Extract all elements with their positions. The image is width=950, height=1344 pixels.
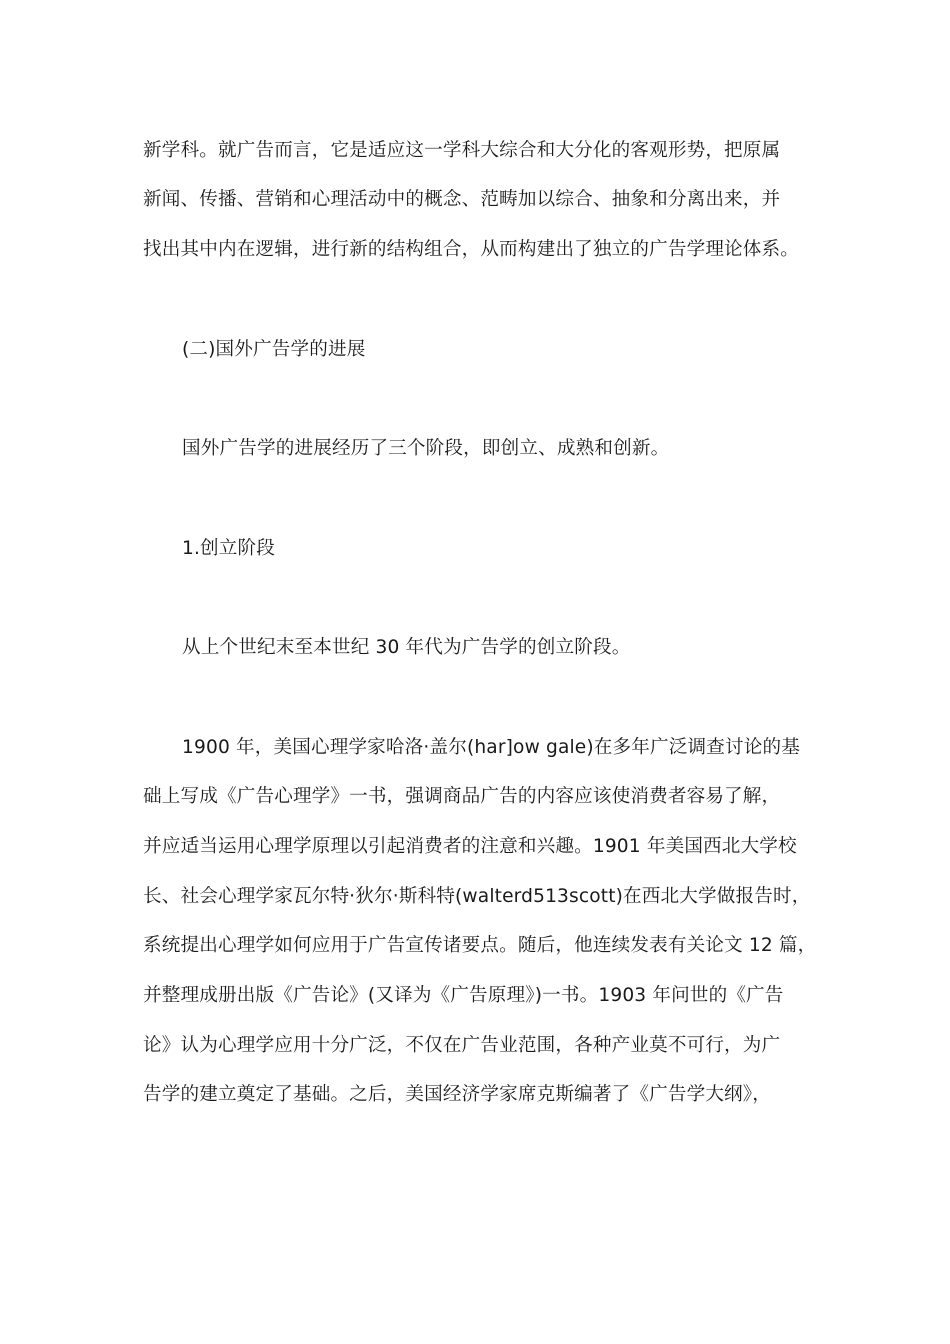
paragraph-2-line-3: 并应适当运用心理学原理以引起消费者的注意和兴趣。1901 年美国西北大学校 xyxy=(143,836,797,857)
paragraph-2-line-4: 长、社会心理学家瓦尔特·狄尔·斯科特(walterd513scott)在西北大学做报告时， xyxy=(143,886,811,907)
paragraph-1-line-1: 新学科。就广告而言，它是适应这一学科大综合和大分化的客观形势，把原属 xyxy=(143,140,781,161)
paragraph-2-line-7: 论》认为心理学应用十分广泛，不仅在广告业范围，各种产业莫不可行，为广 xyxy=(143,1035,781,1056)
stage-sentence: 从上个世纪末至本世纪 30 年代为广告学的创立阶段。 xyxy=(182,637,631,658)
paragraph-2-line-1: 1900 年，美国心理学家哈洛·盖尔(har]ow gale)在多年广泛调查讨论的基 xyxy=(182,737,800,758)
paragraph-1-line-2: 新闻、传播、营销和心理活动中的概念、范畴加以综合、抽象和分离出来，并 xyxy=(143,189,781,210)
intro-sentence: 国外广告学的进展经历了三个阶段，即创立、成熟和创新。 xyxy=(182,438,670,459)
paragraph-2-line-6: 并整理成册出版《广告论》(又译为《广告原理》)一书。1903 年问世的《广告 xyxy=(143,985,784,1006)
paragraph-2-line-5: 系统提出心理学如何应用于广告宣传诸要点。随后，他连续发表有关论文 12 篇， xyxy=(143,935,817,956)
stage-heading: 1.创立阶段 xyxy=(182,538,276,559)
paragraph-2-line-8: 告学的建立奠定了基础。之后，美国经济学家席克斯编著了《广告学大纲》， xyxy=(143,1084,771,1105)
paragraph-2-line-2: 础上写成《广告心理学》一书，强调商品广告的内容应该使消费者容易了解， xyxy=(143,786,781,807)
section-heading: (二)国外广告学的进展 xyxy=(182,339,366,360)
paragraph-1-line-3: 找出其中内在逻辑，进行新的结构组合，从而构建出了独立的广告学理论体系。 xyxy=(143,239,800,260)
